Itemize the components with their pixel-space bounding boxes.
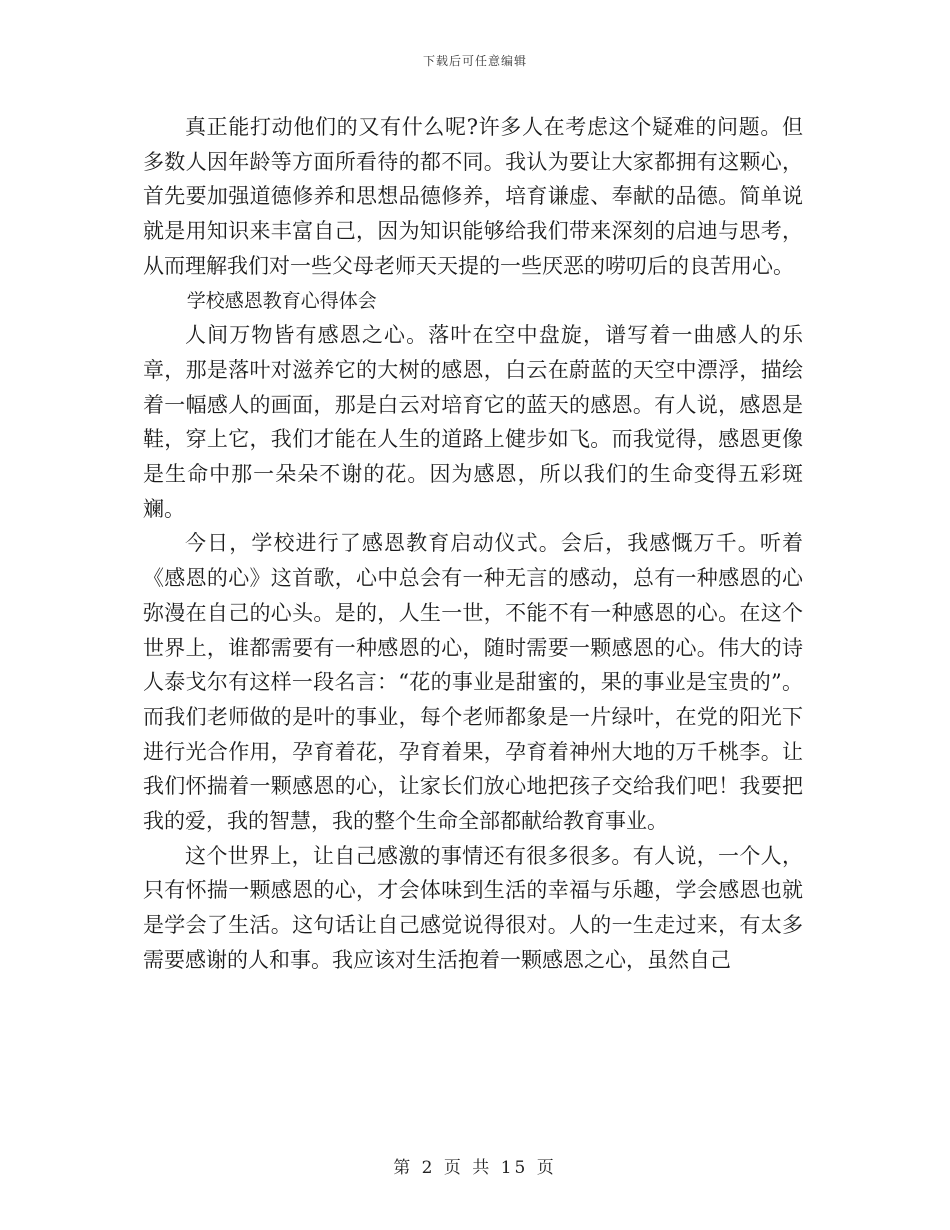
paragraph-gratitude-nature: 人间万物皆有感恩之心。落叶在空中盘旋，谱写着一曲感人的乐章，那是落叶对滋养它的大树的感恩，白云在蔚蓝的天空中漂浮，描绘着一幅感人的画面，那是白云对培育它的蓝天的感恩。有人说，感恩是鞋，穿上它，我们才能在人生的道路上健步如飞。而我觉得，感恩更像是生命中那一朵朵不谢的花。因为感恩，所以我们的生命变得五彩斑斓。 <box>143 323 803 521</box>
page-header: 下载后可任意编辑 <box>422 54 527 68</box>
section-heading: 学校感恩教育心得体会 <box>186 289 377 312</box>
paragraph-ceremony: 今日，学校进行了感恩教育启动仪式。会后，我感慨万千。听着《感恩的心》这首歌，心中总会有一种无言的感动，总有一种感恩的心弥漫在自己的心头。是的，人生一世，不能不有一种感恩的心。在这个世界上，谁都需要有一种感恩的心，随时需要一颗感恩的心。伟大的诗人泰戈尔有这样一段名言：“花的事业是甜蜜的，果的事业是宝贵的”。而我们老师做的是叶的事业，每个老师都象是一片绿叶，在党的阳光下进行光合作用，孕育着花，孕育着果，孕育着神州大地的万千桃李。让我们怀揣着一颗感恩的心，让家长们放心地把孩子交给我们吧！我要把我的爱，我的智慧，我的整个生命全部都献给教育事业。 <box>143 531 803 834</box>
paragraph-intro: 真正能打动他们的又有什么呢?许多人在考虑这个疑难的问题。但多数人因年龄等方面所看待的都不同。我认为要让大家都拥有这颗心，首先要加强道德修养和思想品德修养，培育谦虚、奉献的品德。简单说就是用知识来丰富自己，因为知识能够给我们带来深刻的启迪与思考，从而理解我们对一些父母老师天天提的一些厌恶的唠叨后的良苦用心。 <box>143 115 803 278</box>
page-number: 第 2 页 共 15 页 <box>393 1158 557 1178</box>
document-body <box>143 110 803 978</box>
paragraph-life-gratitude: 这个世界上，让自己感激的事情还有很多很多。有人说，一个人，只有怀揣一颗感恩的心，才会体味到生活的幸福与乐趣，学会感恩也就是学会了生活。这句话让自己感觉说得很对。人的一生走过来，有太多需要感谢的人和事。我应该对生活抱着一颗感恩之心，虽然自己 <box>143 843 803 972</box>
